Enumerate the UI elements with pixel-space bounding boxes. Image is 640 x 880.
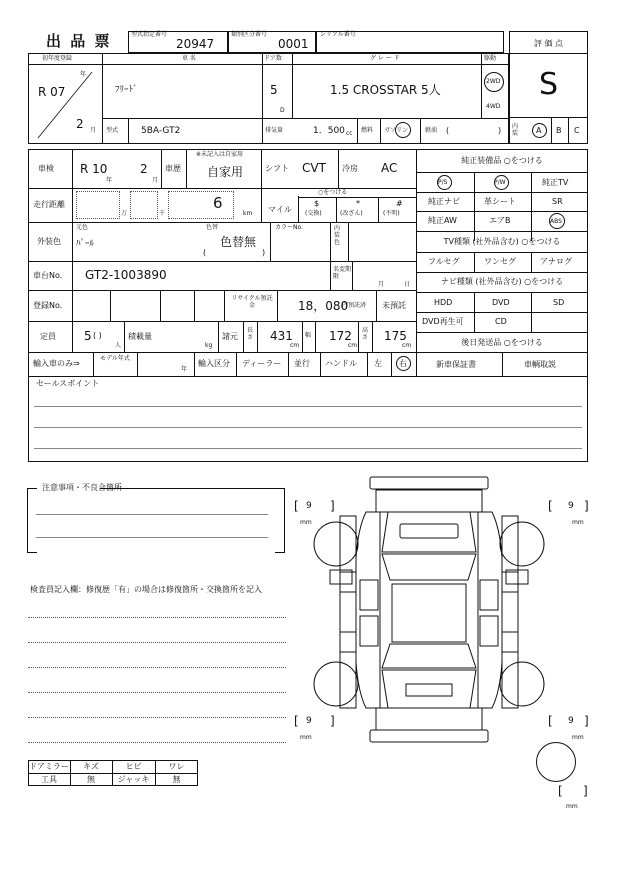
recycle-value: 18，080 [298,299,349,313]
equip-pw: P/W [494,179,506,186]
ac-label: 冷房 [342,164,358,173]
chassis-value: GT2-1003890 [85,268,167,282]
interior-a: A [536,126,542,135]
capacity-paren: ( ) [93,331,102,340]
legend-break: ワレ [168,762,185,771]
legend-crack: ヒビ [125,762,142,771]
score-label: 評 価 点 [533,39,564,48]
car-name-value: ﾌﾘｰﾄﾞ [115,85,138,95]
navi-hdd: HDD [434,298,453,307]
chassis-label: 車台No. [33,271,63,280]
first-reg-era: R 07 [38,85,66,99]
navi-dvd-play: DVD再生可 [422,317,464,326]
meter-tamper: * [356,199,360,208]
displacement-value: 1．500 [313,126,345,136]
doors-suffix: D [280,107,285,114]
fuel-diesel: 軽油 [425,127,438,134]
interior-grade-label: 内装 [512,123,519,137]
equip-sr: SR [552,197,563,206]
model-label: 型式 [106,127,119,134]
grade-label: グ レ ー ド [370,55,400,62]
tire-rl-open: [ [294,714,299,728]
shaken-year-unit: 年 [106,177,113,184]
color-label: 外装色 [37,237,61,246]
name-change-month-unit: 月 [378,281,385,288]
color-no-label: カラーNo. [275,224,303,231]
tire-fl-open: [ [294,499,299,513]
fuel-gasoline: ガソリン [384,127,409,134]
legend-tools-value: 無 [87,775,95,784]
tire-rl-mm: mm [300,734,312,741]
import-parallel: 並行 [294,359,310,368]
tire-fr-open: [ [548,499,553,513]
shift-label: シフト [265,164,289,173]
legend-door-mirror: ドアミラー [29,762,69,771]
shaken-label: 車検 [38,164,54,173]
meter-tamper-sub: (改ざん) [340,210,363,217]
width-cm-unit: cm [348,342,358,349]
model-year-label: モデル年式 [100,355,130,362]
meter-mark-note: ○をつける [318,189,348,196]
dims-label: 諸元 [222,332,238,341]
model-code-value: 20947 [176,37,215,51]
mile-label: マイル [268,205,292,214]
capacity-unit: 人 [115,342,122,349]
meter-swap: $ [314,199,320,208]
tire-spare-mm: mm [566,803,578,810]
serial-label: シリアル番号 [320,31,356,38]
tv-analog: アナログ [540,257,572,266]
mileage-value: 6 [213,194,223,212]
equip-genuine-tv: 純正TV [542,178,569,187]
navi-dvd: DVD [492,298,510,307]
tire-fr-mm: mm [572,519,584,526]
equip-leather: 革シート [484,197,516,206]
capacity-value: 5 [84,329,92,343]
displacement-unit: cc [346,130,353,137]
sales-point-label: セールスポイント [36,379,100,388]
tire-spare-open: [ [558,784,563,798]
repaint-label: 色替 [206,224,219,231]
legend-tools-label: 工具 [41,775,57,784]
tire-rr-close: ] [584,714,589,728]
fuel-other-open: ( [446,126,450,135]
car-damage-diagram [300,472,560,772]
recycle-none: 未預託 [382,301,406,310]
load-label: 積載量 [128,332,152,341]
equip-airbag: エアB [489,216,511,225]
meter-swap-sub: (交換) [305,210,322,217]
drive-2wd: 2WD [486,78,501,85]
mileage-sen-unit: 千 [159,210,166,217]
tire-fl-mm: mm [300,519,312,526]
tv-full-seg: フルセグ [428,257,460,266]
notes-box [27,488,285,552]
width-label: 幅 [305,332,312,339]
reg-label: 登録No. [33,301,63,310]
model-code-label: 型式指定番号 [131,31,168,38]
drive-4wd: 4WD [486,103,501,110]
navi-title: ナビ種類 (社外品含む) ○をつける [440,277,564,286]
repaint-paren-close: ) [262,248,266,257]
orig-color-label: 元色 [76,224,89,231]
usage-note: ※未記入は自家用 [196,151,244,158]
interior-c: C [574,126,580,135]
repaint-paren-open: ( [203,248,207,257]
tire-rr-mm: mm [572,734,584,741]
height-value: 175 [384,329,407,343]
name-change-day-unit: 日 [404,281,411,288]
handle-left: 左 [374,359,382,368]
equip-genuine-aw: 純正AW [428,216,457,225]
equip-genuine-navi: 純正ナビ [428,197,460,206]
later-manual: 車輌取説 [524,360,556,369]
meter-unknown: # [396,199,403,208]
tire-fl-depth: 9 [306,501,312,511]
notes-label: 注意事項・不良合箇所 [42,483,122,492]
grade-value: 1.5 CROSSTAR 5人 [330,83,441,97]
model-value: 5BA-GT2 [141,126,181,136]
tire-fr-depth: 9 [568,501,574,511]
class-code-label: 類別区分番号 [231,31,268,38]
fuel-other-close: ) [498,126,502,135]
mileage-label: 走行距離 [33,200,65,209]
fuel-label: 燃料 [361,127,374,134]
legend-jack-value: 無 [172,775,181,784]
orig-color-value: ﾊﾟｰﾙ [76,239,95,249]
inspector-label: 検査員記入欄：修復歴「有」の場合は修復箇所・交換箇所を記入 [30,585,262,594]
doors-label: ドア数 [264,55,282,62]
tv-one-seg: ワンセグ [484,257,516,266]
shaken-month-unit: 月 [152,177,159,184]
displacement-label: 排気量 [265,127,284,134]
height-label: 高さ [362,327,369,342]
tire-rr-open: [ [548,714,553,728]
class-code-value: 0001 [278,37,309,51]
score-value: S [538,67,559,102]
load-kg-unit: kg [205,342,213,349]
handle-right: 右 [399,359,407,368]
import-class-label: 輸入区分 [198,359,230,368]
shaken-month: 2 [140,162,148,176]
equip-abs: ABS [550,218,562,225]
tire-fl-close: ] [330,499,335,513]
length-label: 長さ [247,327,254,342]
ac-value: AC [381,161,398,175]
first-reg-month-unit: 月 [90,127,97,134]
import-label: 輸入車のみ⇒ [33,359,80,368]
first-reg-year-unit: 年 [80,71,87,78]
handle-label: ハンドル [325,359,357,368]
import-dealer: ディーラー [242,359,282,368]
tv-title: TV種類 (社外品含む) ○をつける [443,237,561,246]
model-year-unit: 年 [181,366,188,373]
navi-cd: CD [495,317,507,326]
mileage-man-unit: 万 [121,210,128,217]
interior-b: B [556,126,562,135]
height-cm-unit: cm [402,342,412,349]
mileage-km-unit: km [243,210,253,217]
tire-rl-close: ] [330,714,335,728]
usage-label: 車歴 [165,164,181,173]
car-name-label: 車 名 [182,55,196,62]
tire-spare-close: ] [583,784,588,798]
legend-jack-label: ジャッキ [117,775,150,784]
tire-fr-close: ] [584,499,589,513]
capacity-label: 定員 [40,332,56,341]
interior-color-label: 内装色 [334,225,341,246]
tire-rr-depth: 9 [568,716,574,726]
tire-rl-depth: 9 [306,716,312,726]
length-cm-unit: cm [290,342,300,349]
genuine-title: 純正装備品 ○をつける [461,156,543,165]
doors-value: 5 [270,83,278,97]
later-warranty: 新車保証書 [436,360,476,369]
meter-unknown-sub: (不明) [383,210,400,217]
later-title: 後日発送品 ○をつける [461,338,543,347]
recycle-unit: 円預託済 [342,302,367,309]
usage-value: 自家用 [207,165,244,179]
shaken-era: R 10 [80,162,108,176]
length-value: 431 [270,329,293,343]
repaint-value: 色替無 [220,235,257,249]
first-reg-label: 初年度登録 [42,55,73,62]
width-value: 172 [329,329,352,343]
first-reg-month: 2 [76,117,84,131]
equip-ps: P/S [438,179,448,186]
name-change-label: 名変期限 [333,266,352,281]
legend-scratch: キズ [83,762,99,771]
shift-value: CVT [302,161,326,175]
sheet-title: 出 品 票 [46,32,112,50]
recycle-label: リサイクル預託金 [231,295,273,310]
navi-sd: SD [553,298,565,307]
drive-label: 駆動 [484,55,497,62]
